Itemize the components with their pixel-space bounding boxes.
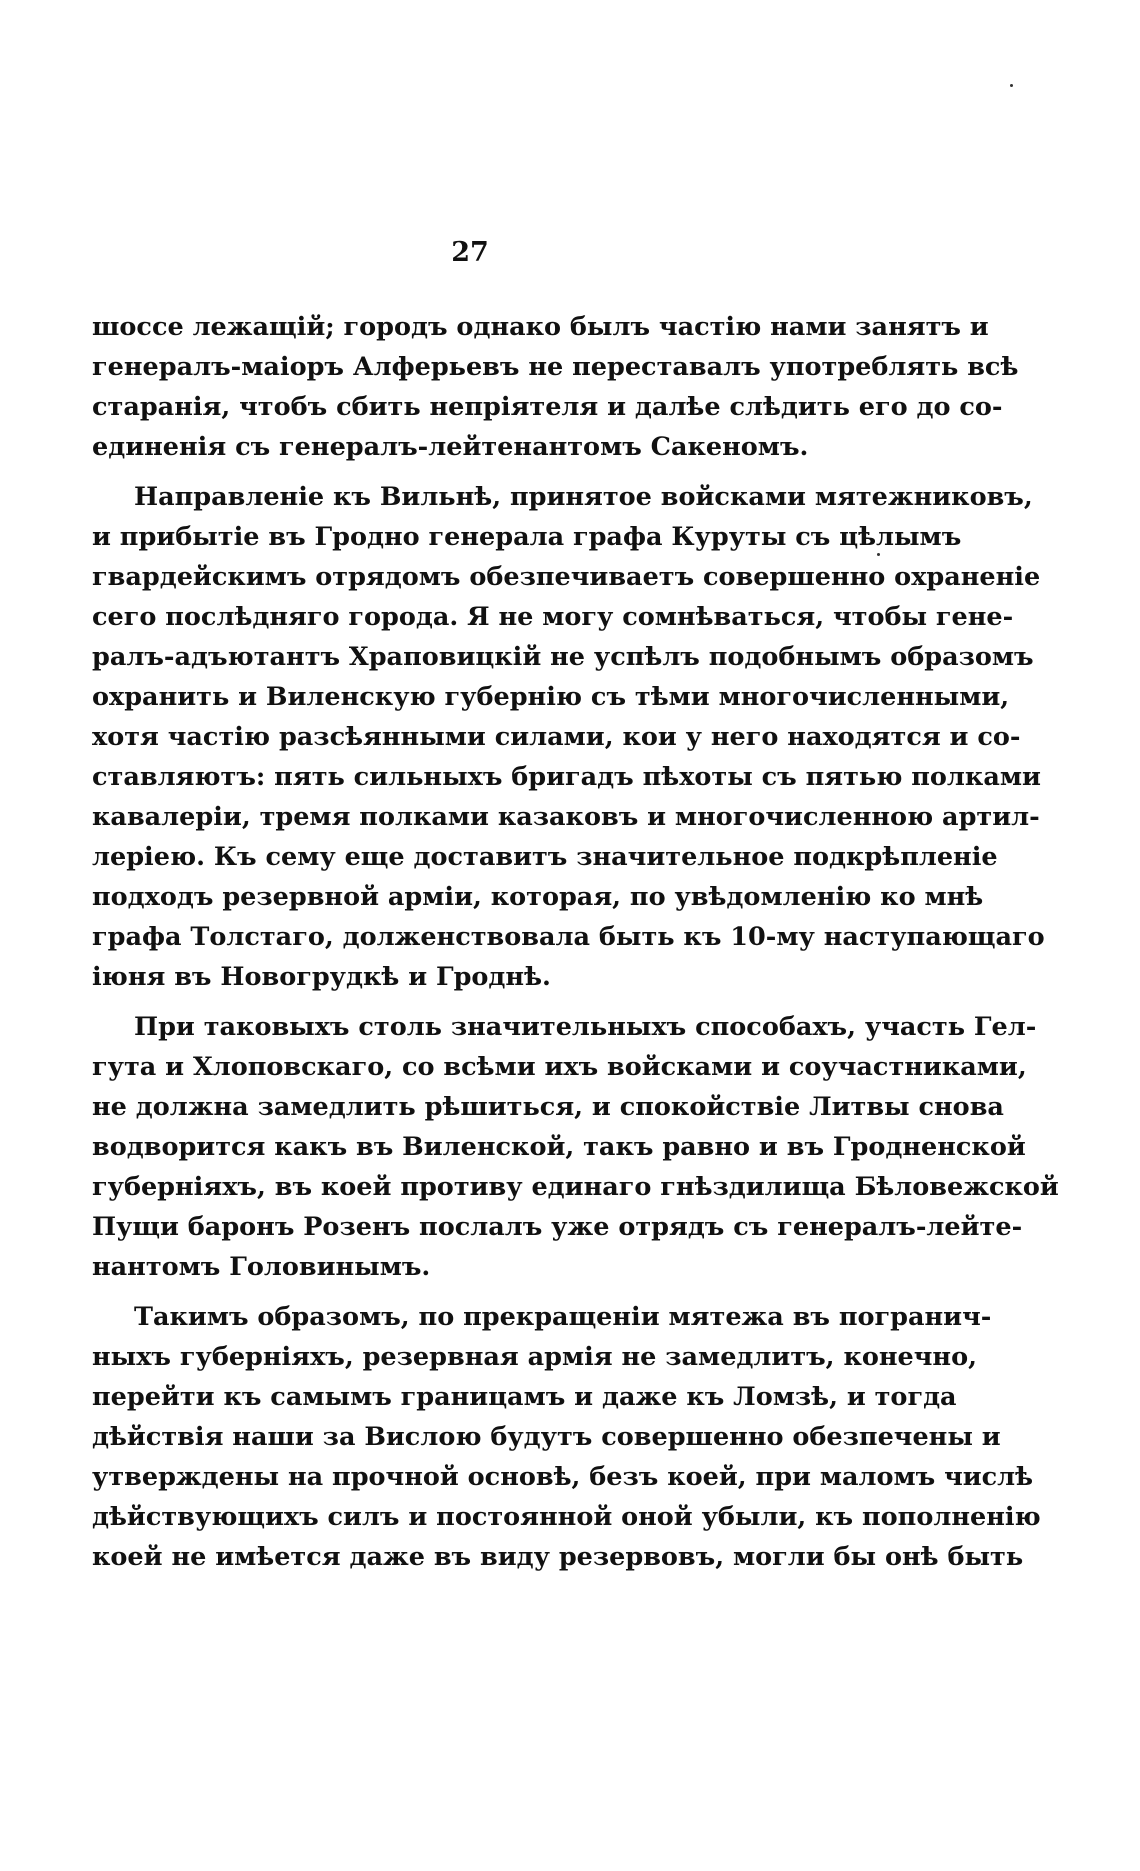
text-line: губерніяхъ, въ коей противу единаго гнѣздилища Бѣловежской [92,1172,1059,1202]
text-line: хотя частію разсѣянными силами, кои у него находятся и со- [92,722,1021,752]
text-line: дѣйствія наши за Вислою будутъ совершенно обезпечены и [92,1422,1001,1452]
text-line: генералъ-маіоръ Алферьевъ не переставалъ употреблять всѣ [92,352,1019,382]
text-line: перейти къ самымъ границамъ и даже къ Ломзѣ, и тогда [92,1382,957,1412]
text-line: При таковыхъ столь значительныхъ способахъ, участь Гел- [134,1012,1037,1042]
text-line: и прибытіе въ Гродно генерала графа Куруты съ цѣлымъ [92,522,962,552]
text-line: іюня въ Новогрудкѣ и Гроднѣ. [92,962,551,992]
scan-speck [1010,84,1013,87]
text-line: гвардейскимъ отрядомъ обезпечиваетъ совершенно охраненіе [92,562,1041,592]
text-line: кавалеріи, тремя полками казаковъ и многочисленною артил- [92,802,1040,832]
text-line: Направленіе къ Вильнѣ, принятое войсками мятежниковъ, [134,482,1033,512]
text-line: гута и Хлоповскаго, со всѣми ихъ войсками и соучастниками, [92,1052,1027,1082]
text-line: водворится какъ въ Виленской, такъ равно и въ Гродненской [92,1132,1026,1162]
text-line: ставляютъ: пять сильныхъ бригадъ пѣхоты съ пятью полками [92,762,1041,792]
text-line: старанія, чтобъ сбить непріятеля и далѣе слѣдить его до со- [92,392,1003,422]
scan-speck [877,553,880,556]
paragraph-4 [92,1297,1041,1577]
text-line: ныхъ губерніяхъ, резервная армія не замедлитъ, конечно, [92,1342,977,1372]
paragraph-1 [92,307,1019,467]
text-line: леріею. Къ сему еще доставитъ значительное подкрѣпленіе [92,842,998,872]
text-line: сего послѣдняго города. Я не могу сомнѣваться, чтобы гене- [92,602,1014,632]
text-line: подходъ резервной арміи, которая, по увѣдомленію ко мнѣ [92,882,984,912]
text-line: коей не имѣется даже въ виду резервовъ, могли бы онѣ быть [92,1542,1024,1572]
text-line: шоссе лежащій; городъ однако былъ частію нами занятъ и [92,312,989,342]
paragraph-2 [92,477,1045,997]
text-line: утверждены на прочной основѣ, безъ коей, при маломъ числѣ [92,1462,1034,1492]
text-line: охранить и Виленскую губернію съ тѣми многочисленными, [92,682,1010,712]
text-line: нантомъ Головинымъ. [92,1252,431,1282]
text-line: не должна замедлить рѣшиться, и спокойствіе Литвы снова [92,1092,1004,1122]
text-line: единенія съ генералъ-лейтенантомъ Сакеномъ. [92,432,809,462]
text-line: дѣйствующихъ силъ и постоянной оной убыли, къ пополненію [92,1502,1041,1532]
text-line: ралъ-адъютантъ Храповицкій не успѣлъ подобнымъ образомъ [92,642,1034,672]
body-text [92,307,1059,1577]
page-number: 27 [451,237,489,268]
paragraph-3 [92,1007,1059,1287]
text-line: Пущи баронъ Розенъ послалъ уже отрядъ съ генералъ-лейте- [92,1212,1023,1242]
text-line: Такимъ образомъ, по прекращеніи мятежа въ погранич- [134,1302,992,1332]
text-line: графа Толстаго, долженствовала быть къ 10-му наступающаго [92,922,1045,952]
